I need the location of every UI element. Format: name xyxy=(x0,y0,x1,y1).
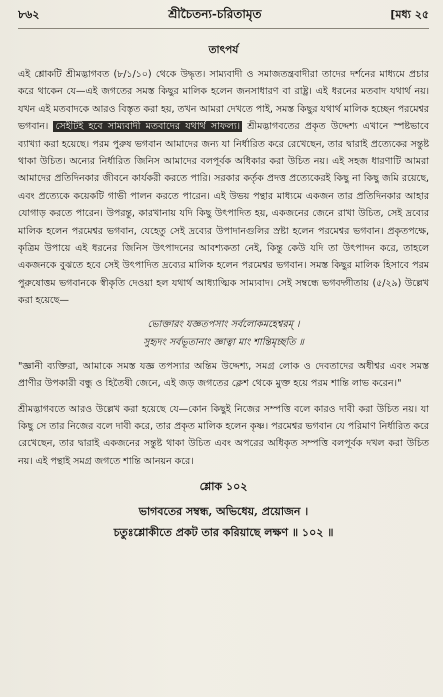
verse-line-2: সুহৃদং সর্বভূতানাং জ্ঞাত্বা মাং শান্তিমৃচ্ছতি ॥ xyxy=(143,336,304,348)
purport-paragraph-2: শ্রীমদ্ভাগবতে আরও উল্লেখ করা হয়েছে যে—কোন কিছুই নিজের সম্পত্তি বলে কারও দাবী করা উচিত নয়। যা কিছু সে তার নিজের বলে দাবী করে, তার প্রকৃত মালিক হলেন কৃষ্ণ। পরমেশ্বর ভগবান যে পরিমাণ নির্ধারিত করে রেখেছেন, তার দ্বারাই একজনের সন্তুষ্ট থাকা উচিত এবং অপরের অধিকৃত সম্পত্তি বলপূর্বক দখল করা উচিত নয়। এই পন্থাই সমগ্র জগতে শান্তি আনয়ন করে। xyxy=(18,403,429,467)
sloka-heading: শ্লোক ১০২ xyxy=(199,480,248,494)
purport-body xyxy=(18,66,429,310)
verse-translation: "জ্ঞানী ব্যক্তিরা, আমাকে সমস্ত যজ্ঞ তপস্যার অন্তিম উদ্দেশ্য, সমগ্র লোক ও দেবতাদের অধীশ্বর এবং সমস্ত প্রাণীর উপকারী বন্ধু ও হিতৈষী জেনে, এই জড় জগতের ক্লেশ থেকে মুক্ত হয়ে পরম শান্তি লাভ করেন।" xyxy=(18,360,429,390)
page-number: ৮৬২ xyxy=(18,8,40,21)
paragraph-1-text-a: এই শ্লোকটি শ্রীমদ্ভাগবত (৮/১/১০) থেকে উদ্ধৃত। সাম্যবাদী ও সমাজতন্ত্রবাদীরা তাদের দর্শনের মাধ্যমে প্রচার করে থাকেন যে—এই জগতের সমস্ত কিছুর মালিক হলেন জনসাধারণ বা রাষ্ট্র। এই ধরনের মতবাদ যথার্থ নয়। যখন এই মতবাদকে আরও বিস্তৃত করা হয়, তখন আমরা দেখতে পাই, সমস্ত কিছুর যথার্থ মালিক হচ্ছেন পরমেশ্বর ভগবান। xyxy=(18,69,429,133)
page-header xyxy=(18,6,429,29)
purport-heading: তাৎপর্য xyxy=(208,44,239,56)
book-title: শ্রীচৈতন্য-চরিতামৃত xyxy=(168,7,262,21)
sloka-line-2: চতুঃশ্লোকীতে প্রকট তার করিয়াছে লক্ষণ ॥ ১০২ ॥ xyxy=(113,526,334,540)
purport-paragraph-1 xyxy=(18,66,429,310)
paragraph-1-text-b: শ্রীমদ্ভাগবতের প্রকৃত উদ্দেশ্য এখানে স্পষ্টভাবে ব্যাখ্যা করা হয়েছে। পরম পুরুষ ভগবান আমাদের জন্য যা নির্ধারিত করে রেখেছেন, তার দ্বারাই প্রত্যেকের সন্তুষ্ট থাকা উচিত। অন্যের নির্ধারিত জিনিস আমাদের বলপূর্বক অধিকার করা উচিত নয়। এই সহজ ধারণাটি আমরা আমাদের প্রতিদিনকার জীবনে কার্যকরী করতে পারি। সরকার কর্তৃক প্রদত্ত প্রত্যেকেরই কিছু না কিছু জমি রয়েছে, এবং প্রত্যেকে কয়েকটি গাভী পালন করতে পারেন। এই উভয় পন্থার মাধ্যমে একজন তার প্রতিদিনকার আহার যোগাড় করতে পারেন। উপরন্তু, কারখানায় যদি কিছু উৎপাদিত হয়, একজনের জেনে রাখা উচিত, সেই দ্রব্যের মালিক হলেন পরমেশ্বর ভগবান, যেহেতু সেই দ্রব্যের উপাদানগুলির স্রষ্টা হলেন পরমেশ্বর ভগবান। প্রকৃতপক্ষে, কৃত্রিম উপায়ে এই ধরনের জিনিস উৎপাদনের আবশ্যকতা নেই, কিন্তু কেউ যদি তা উৎপাদন করে, তাহলে একজনকে বুঝতে হবে সেই উৎপাদিত দ্রব্যের মালিক হলেন পরমেশ্বর ভগবান। সমস্ত কিছুর মালিক হিসাবে পরম পুরুষোত্তম ভগবানকে স্বীকৃতি দেওয়া হল যথার্থ আধ্যাত্মিক সাম্যবাদ। সেই সম্বন্ধে ভগবদ্গীতায় (৫/২৯) উল্লেখ করা হয়েছে— xyxy=(18,121,430,307)
gita-verse xyxy=(18,316,429,352)
highlighted-sentence: সেইটিই হবে সাম্যবাদী মতবাদের যথার্থ সাফল্য। xyxy=(55,121,240,133)
verse-line-1: ভোক্তারং যজ্ঞতপসাং সর্বলোকমহেশ্বরম্ । xyxy=(147,318,300,330)
section-label: [মধ্য ২৫ xyxy=(390,8,429,21)
sloka-line-1: ভাগবতের সম্বন্ধ, অভিধেয়, প্রয়োজন । xyxy=(138,505,309,519)
